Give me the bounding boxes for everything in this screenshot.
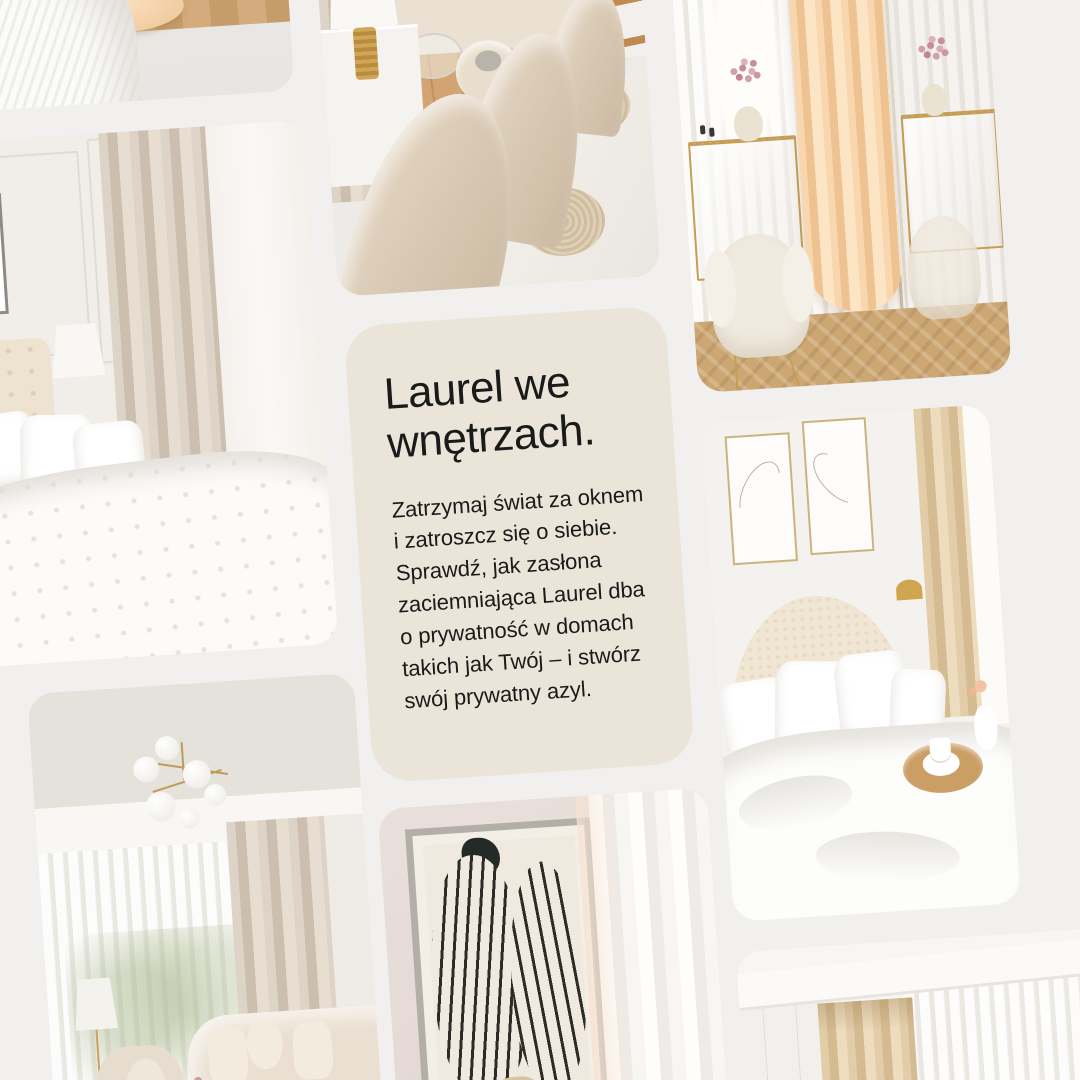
quilted-bed: [0, 0, 145, 117]
text-card: [343, 305, 695, 783]
text-card-content: [343, 305, 695, 783]
ceiling: [27, 673, 361, 810]
coffee-cup: [929, 737, 951, 761]
perfume-bottle: [700, 125, 706, 134]
photo-peach-curtain-vanity: [656, 0, 1012, 393]
lamp-shade: [325, 0, 398, 30]
sofa-pillow: [291, 1021, 334, 1080]
line-art: [732, 455, 789, 525]
photo-bedroom-dresser: [0, 0, 295, 117]
gold-wall-lamp: [896, 579, 923, 601]
perfume-bottle: [709, 127, 715, 136]
photo-living-room-chandelier: [27, 673, 396, 1080]
photo-classic-bedroom: [0, 120, 338, 671]
gold-lamp-base: [353, 27, 379, 81]
line-art-frame: [725, 432, 798, 565]
photo-beige-living-room: [304, 0, 661, 297]
photo-white-bedroom-breakfast: [701, 404, 1022, 922]
quilt-texture: [0, 0, 145, 117]
line-art: [805, 445, 871, 512]
curtain-gathered-top: [818, 997, 915, 1034]
card-body-text: Zatrzymaj świat za oknem i zatroszcz się o siebie. Sprawdź, jak zasłona zaciemniająca Laurel dba o prywatność w domach takich jak Twój – i stwórz swój prywatny azyl.: [390, 480, 646, 714]
card-heading: Laurel we wnętrzach.: [382, 357, 597, 469]
photo-curtain-window-corner: [736, 925, 1080, 1080]
line-art-frame: [802, 417, 875, 555]
sofa-pillow: [207, 1026, 250, 1080]
photo-art-and-vase: [377, 787, 743, 1080]
